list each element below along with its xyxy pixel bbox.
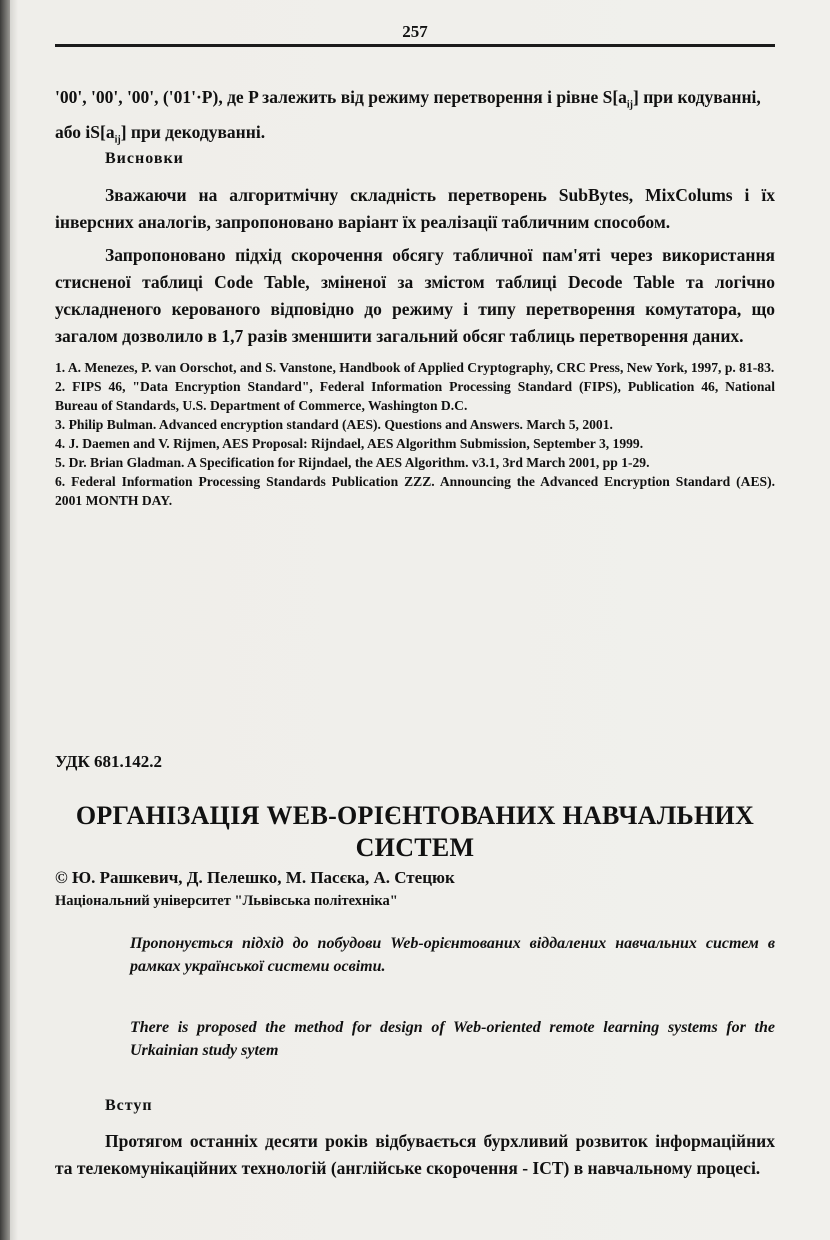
article-authors: © Ю. Рашкевич, Д. Пелешко, М. Пасєка, А. Стецюк [55,868,455,887]
abstract-english: There is proposed the method for design of Web-oriented remote learning systems for the Urkainian study sytem [130,1019,775,1059]
article-title-line-1: ОРГАНІЗАЦІЯ WEB-ОРІЄНТОВАНИХ НАВЧАЛЬНИХ [75,801,755,830]
conclusions-section [55,150,775,168]
intro-continuation [55,84,775,153]
reference-item: 6. Federal Information Processing Standards Publication ZZZ. Announcing the Advanced Encryption Standard (AES). 2001 MONTH DAY. [55,474,775,508]
conclusions-body [55,182,775,350]
udk-code: УДК 681.142.2 [55,752,163,771]
book-spine-shadow [0,0,10,1240]
references-list [55,358,775,510]
reference-item: 4. J. Daemen and V. Rijmen, AES Proposal: Rijndael, AES Algorithm Submission, September 3, 1999. [55,436,644,451]
reference-item: 1. A. Menezes, P. van Oorschot, and S. Vanstone, Handbook of Applied Cryptography, CRC Press, New York, 1997, p. 81-83. [55,360,775,375]
article-title-line-2: СИСТЕМ [355,833,475,862]
conclusions-paragraph-2: Запропоновано підхід скорочення обсягу табличної пам'яті через використання стисненої таблиці Code Table, зміненої за змістом таблиці Decode Table та логічно ускладненого керованого відповідно до режиму і типу перетворення комутатора, що загалом дозволило в 1,7 разів зменшити загальний обсяг таблиць перетворення даних. [55,245,775,346]
conclusions-paragraph-1: Зважаючи на алгоритмічну складність перетворень SubBytes, MixColums і їх інверсних аналогів, запропоновано варіант їх реалізації табличним способом. [55,185,775,232]
intro-paragraph: Протягом останніх десяти років відбувається бурхливий розвиток інформаційних та телекомунікаційних технологій (англійське скорочення - ICT) в навчальному процесі. [55,1131,775,1178]
intro-section [55,1097,775,1115]
article-affiliation: Національний університет "Львівська політехніка" [55,893,398,909]
conclusions-heading: Висновки [105,150,184,167]
continuation-text: '00', '00', '00', ('01'·P), де P залежить від режиму перетворення і рівне $S[a_{ij}]$ при кодуванні, або $iS[a_{ij}]$ при декодуванні. [55,87,761,145]
article-title [55,800,775,864]
intro-heading: Вступ [105,1097,153,1114]
reference-item: 2. FIPS 46, "Data Encryption Standard", Federal Information Processing Standard (FIPS), Publication 46, National Bureau of Standards, U.S. Department of Commerce, Washington D.C. [55,379,775,413]
header-rule [55,44,775,47]
reference-item: 3. Philip Bulman. Advanced encryption standard (AES). Questions and Answers. March 5, 2001. [55,417,613,432]
reference-item: 5. Dr. Brian Gladman. A Specification for Rijndael, the AES Algorithm. v3.1, 3rd March 2001, pp 1-29. [55,455,650,470]
abstract-ukrainian: Пропонується підхід до побудови Web-орієнтованих віддалених навчальних систем в рамках української системи освіти. [130,935,775,975]
intro-body [55,1128,775,1182]
page-number: 257 [402,22,428,41]
